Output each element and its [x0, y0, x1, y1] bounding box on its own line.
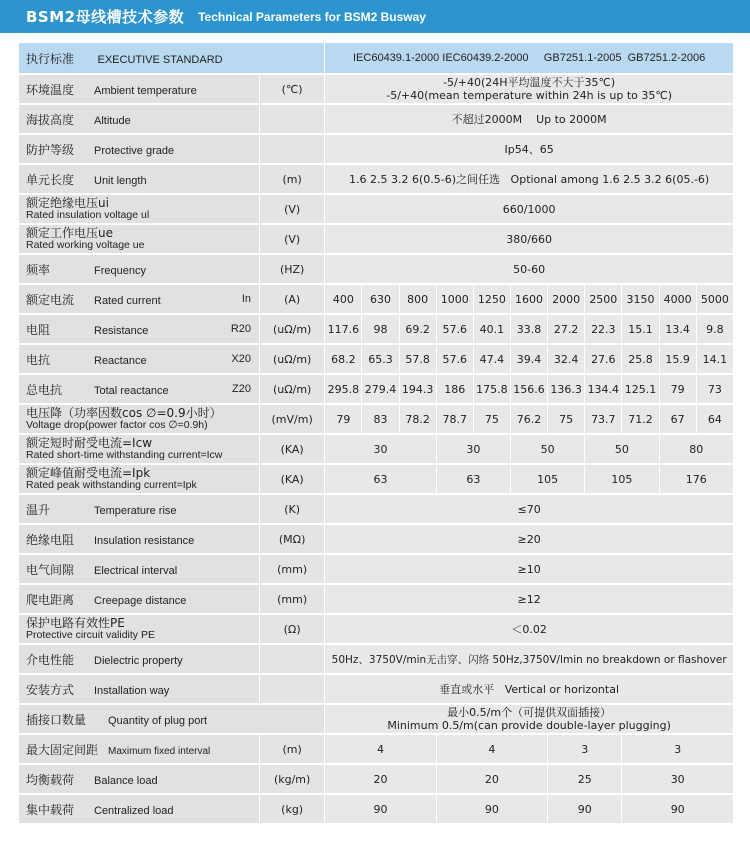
table-row-dielectric: [19, 645, 733, 673]
table-cell: 105: [585, 465, 658, 493]
row-label-en: Electrical interval: [94, 564, 178, 577]
table-row-insulation-voltage: [19, 195, 733, 223]
table-cell: 4000: [660, 285, 696, 313]
table-cell: 67: [660, 405, 696, 433]
table-cell: 76.2: [511, 405, 547, 433]
table-cell: 13.4: [660, 315, 696, 343]
row-unit: (kg/m): [260, 765, 324, 793]
table-cell: 50: [511, 435, 584, 463]
table-cell: 30: [622, 765, 733, 793]
row-label-zh: 温升: [26, 502, 51, 517]
row-label-en: Ambient temperature: [94, 84, 197, 97]
row-unit: (K): [260, 495, 324, 523]
table-cell: 20: [437, 765, 547, 793]
table-row-voltage-drop: [19, 405, 733, 433]
row-value: 50-60: [325, 255, 733, 283]
table-cell: 79: [325, 405, 361, 433]
table-cell: 80: [660, 435, 733, 463]
table-cell: 14.1: [697, 345, 733, 373]
table-cell: 57.6: [437, 345, 473, 373]
table-cell: 134.4: [585, 375, 621, 403]
table-row-unit-length: [19, 165, 733, 193]
table-row-pe: [19, 615, 733, 643]
row-unit: (Ω): [260, 615, 324, 643]
table-cell: 400: [325, 285, 361, 313]
table-cell: 63: [437, 465, 510, 493]
table-cell: 98: [362, 315, 398, 343]
row-label-en: Total reactance: [94, 384, 169, 397]
table-row-protective: [19, 135, 733, 163]
row-label-en: Frequency: [94, 264, 146, 277]
table-cell: 20: [325, 765, 435, 793]
table-row-ambient: [19, 75, 733, 103]
table-row-plug-port: [19, 705, 733, 733]
row-label-zh: 海拔高度: [26, 112, 75, 127]
row-label-zh: 防护等级: [26, 142, 75, 157]
table-cell: 630: [362, 285, 398, 313]
row-label-en: Altitude: [94, 114, 131, 127]
row-label-en: Balance load: [94, 774, 158, 787]
row-unit: (A): [260, 285, 324, 313]
row-label-en: Dielectric property: [94, 654, 183, 667]
row-value-line2: -5/+40(mean temperature within 24h is up to 35℃): [386, 89, 673, 102]
table-cell: 57.8: [400, 345, 436, 373]
row-label-zh: 执行标准: [26, 51, 75, 66]
table-row-max-interval: [19, 735, 733, 763]
row-symbol: Z20: [232, 383, 251, 395]
row-label-zh: 额定工作电压ue: [26, 226, 113, 240]
row-unit: (mm): [260, 585, 324, 613]
table-cell: 1250: [474, 285, 510, 313]
table-cell: 90: [548, 795, 621, 823]
row-unit: (kg): [260, 795, 324, 823]
row-unit: (MΩ): [260, 525, 324, 553]
table-cell: 33.8: [511, 315, 547, 343]
table-cell: 73: [697, 375, 733, 403]
table-cell: 25: [548, 765, 621, 793]
row-label-en: Rated short-time withstanding current=Icw: [26, 449, 223, 461]
table-cell: 78.2: [400, 405, 436, 433]
row-value-line2: Minimum 0.5/m(can provide double-layer plugging): [387, 719, 671, 732]
row-label-en: Rated peak withstanding current=Ipk: [26, 479, 197, 491]
table-cell: 69.2: [400, 315, 436, 343]
table-cell: 50: [585, 435, 658, 463]
row-symbol: In: [241, 293, 251, 305]
table-row-centralized-load: [19, 795, 733, 823]
row-label-zh: 保护电路有效性PE: [26, 616, 125, 630]
row-value: ＜0.02: [325, 615, 733, 643]
row-label-en: Rated insulation voltage ul: [26, 209, 150, 221]
table-cell: 27.6: [585, 345, 621, 373]
table-cell: 2500: [585, 285, 621, 313]
row-value: ≤70: [325, 495, 733, 523]
table-cell: 3: [622, 735, 733, 763]
table-cell: 39.4: [511, 345, 547, 373]
row-label-zh: 电压降（功率因数cos ∅=0.9小时）: [26, 406, 222, 420]
row-label-zh: 环境温度: [26, 82, 75, 97]
row-label-en: Temperature rise: [94, 504, 177, 517]
row-label-en: Creepage distance: [94, 594, 187, 607]
table-cell: 136.3: [548, 375, 584, 403]
table-cell: 47.4: [474, 345, 510, 373]
row-unit: (HZ): [260, 255, 324, 283]
table-row-balance-load: [19, 765, 733, 793]
row-label-zh: 集中载荷: [26, 802, 75, 817]
table-cell: 9.8: [697, 315, 733, 343]
row-unit: (m): [260, 165, 324, 193]
row-label-en: Rated current: [94, 294, 161, 307]
table-cell: 105: [511, 465, 584, 493]
row-label-zh: 单元长度: [26, 172, 75, 187]
table-cell: 73.7: [585, 405, 621, 433]
table-cell: 800: [400, 285, 436, 313]
table-cell: 40.1: [474, 315, 510, 343]
row-label-en: Insulation resistance: [94, 534, 195, 547]
table-cell: 186: [437, 375, 473, 403]
row-unit: (mm): [260, 555, 324, 583]
row-value: Ip54、65: [325, 135, 733, 163]
row-value: 50Hz、3750V/min无击穿、闪络 50Hz,3750V/lmin no breakdown or flashover: [325, 645, 733, 673]
row-label-zh: 绝缘电阻: [26, 532, 75, 547]
row-label-en: Unit length: [94, 174, 147, 187]
row-value: 380/660: [325, 225, 733, 253]
row-unit: (KA): [260, 465, 324, 493]
table-row-frequency: [19, 255, 733, 283]
table-row-standard: [19, 43, 733, 73]
row-label-zh: 电抗: [26, 352, 51, 367]
table-row-total-reactance: [19, 375, 733, 403]
row-label-zh: 介电性能: [26, 652, 75, 667]
row-unit: (KA): [260, 435, 324, 463]
table-cell: 90: [622, 795, 733, 823]
table-cell: 117.6: [325, 315, 361, 343]
row-label-en: Protective grade: [94, 144, 175, 157]
table-cell: 175.8: [474, 375, 510, 403]
table-cell: 75: [548, 405, 584, 433]
row-label-zh: 总电抗: [26, 382, 63, 397]
table-row-creepage: [19, 585, 733, 613]
row-label-zh: 爬电距离: [26, 592, 75, 607]
row-label-zh: 额定峰值耐受电流=Ipk: [26, 466, 151, 480]
table-row-short-time: [19, 435, 733, 463]
table-row-altitude: [19, 105, 733, 133]
table-cell: 194.3: [400, 375, 436, 403]
table-cell: 32.4: [548, 345, 584, 373]
table-cell: 2000: [548, 285, 584, 313]
row-symbol: R20: [230, 323, 251, 335]
row-label-en: Reactance: [94, 354, 147, 367]
row-label-zh: 安装方式: [26, 682, 75, 697]
row-value: IEC60439.1-2000 IEC60439.2-2000 GB7251.1-2005 GB7251.2-2006: [325, 43, 733, 73]
table-row-temp-rise: [19, 495, 733, 523]
table-cell: 279.4: [362, 375, 398, 403]
table-cell: 176: [660, 465, 733, 493]
parameters-table: [18, 41, 734, 825]
table-cell: 75: [474, 405, 510, 433]
table-cell: 4: [437, 735, 547, 763]
row-symbol: X20: [231, 353, 251, 365]
table-cell: 1600: [511, 285, 547, 313]
row-label-en: Resistance: [94, 324, 149, 337]
table-cell: 64: [697, 405, 733, 433]
banner-title-zh: BSM2母线槽技术参数: [26, 8, 185, 26]
table-cell: 65.3: [362, 345, 398, 373]
row-value: 1.6 2.5 3.2 6(0.5-6)之间任选 Optional among 1.6 2.5 3.2 6(05.-6): [325, 165, 733, 193]
row-label-zh: 最大固定间距: [26, 742, 99, 757]
table-row-working-voltage: [19, 225, 733, 253]
table-cell: 295.8: [325, 375, 361, 403]
row-label-zh: 额定绝缘电压ui: [26, 196, 109, 210]
table-cell: 63: [325, 465, 435, 493]
row-label-en: Protective circuit validity PE: [26, 629, 155, 641]
table-cell: 15.9: [660, 345, 696, 373]
row-value: ≥12: [325, 585, 733, 613]
table-cell: 90: [437, 795, 547, 823]
page-banner: [0, 0, 750, 33]
row-label-zh: 额定短时耐受电流=Icw: [26, 436, 153, 450]
row-value-line1: -5/+40(24H平均温度不大于35℃): [443, 76, 616, 89]
table-cell: 90: [325, 795, 435, 823]
row-unit: (V): [260, 225, 324, 253]
table-cell: 125.1: [622, 375, 658, 403]
row-label-en: Voltage drop(power factor cos ∅=0.9h): [26, 419, 208, 431]
table-cell: 22.3: [585, 315, 621, 343]
table-row-rated-current: [19, 285, 733, 313]
banner-title-en: Technical Parameters for BSM2 Busway: [198, 9, 426, 24]
table-cell: 68.2: [325, 345, 361, 373]
table-cell: 83: [362, 405, 398, 433]
table-cell: 79: [660, 375, 696, 403]
table-row-resistance: [19, 315, 733, 343]
table-cell: 3: [548, 735, 621, 763]
table-row-electrical-interval: [19, 555, 733, 583]
row-value: 不超过2000M Up to 2000M: [325, 105, 733, 133]
row-label-en: Maximum fixed interval: [108, 745, 211, 757]
row-unit: (uΩ/m): [260, 375, 324, 403]
table-row-peak: [19, 465, 733, 493]
row-value-line1: 最小0.5/m个（可提供双面插接）: [447, 706, 612, 719]
table-cell: 71.2: [622, 405, 658, 433]
row-label-zh: 均衡载荷: [26, 772, 75, 787]
row-unit: (m): [260, 735, 324, 763]
row-unit: (uΩ/m): [260, 345, 324, 373]
row-value: 660/1000: [325, 195, 733, 223]
row-label-en: Centralized load: [94, 804, 174, 817]
row-label-en: EXECUTIVE STANDARD: [97, 53, 223, 66]
table-cell: 57.6: [437, 315, 473, 343]
table-cell: 4: [325, 735, 435, 763]
table-cell: 78.7: [437, 405, 473, 433]
row-unit: (uΩ/m): [260, 315, 324, 343]
table-cell: 156.6: [511, 375, 547, 403]
row-unit: (mV/m): [260, 405, 324, 433]
table-cell: 27.2: [548, 315, 584, 343]
row-value: ≥20: [325, 525, 733, 553]
row-label-zh: 额定电流: [26, 292, 75, 307]
row-label-en: Rated working voltage ue: [26, 239, 145, 251]
row-label-zh: 电阻: [26, 322, 51, 337]
table-cell: 25.8: [622, 345, 658, 373]
table-cell: 1000: [437, 285, 473, 313]
row-value: ≥10: [325, 555, 733, 583]
row-unit: (V): [260, 195, 324, 223]
row-label-zh: 频率: [26, 262, 51, 277]
row-unit: (℃): [260, 75, 324, 103]
table-cell: 5000: [697, 285, 733, 313]
row-label-en: Quantity of plug port: [108, 714, 208, 727]
row-label-zh: 插接口数量: [26, 712, 87, 727]
table-cell: 3150: [622, 285, 658, 313]
table-row-insulation-resistance: [19, 525, 733, 553]
table-row-installation: [19, 675, 733, 703]
table-row-reactance: [19, 345, 733, 373]
row-label-en: Installation way: [94, 684, 170, 697]
table-cell: 15.1: [622, 315, 658, 343]
table-cell: 30: [325, 435, 435, 463]
row-label-zh: 电气间隙: [26, 562, 75, 577]
row-value: 垂直或水平 Vertical or horizontal: [325, 675, 733, 703]
table-cell: 30: [437, 435, 510, 463]
